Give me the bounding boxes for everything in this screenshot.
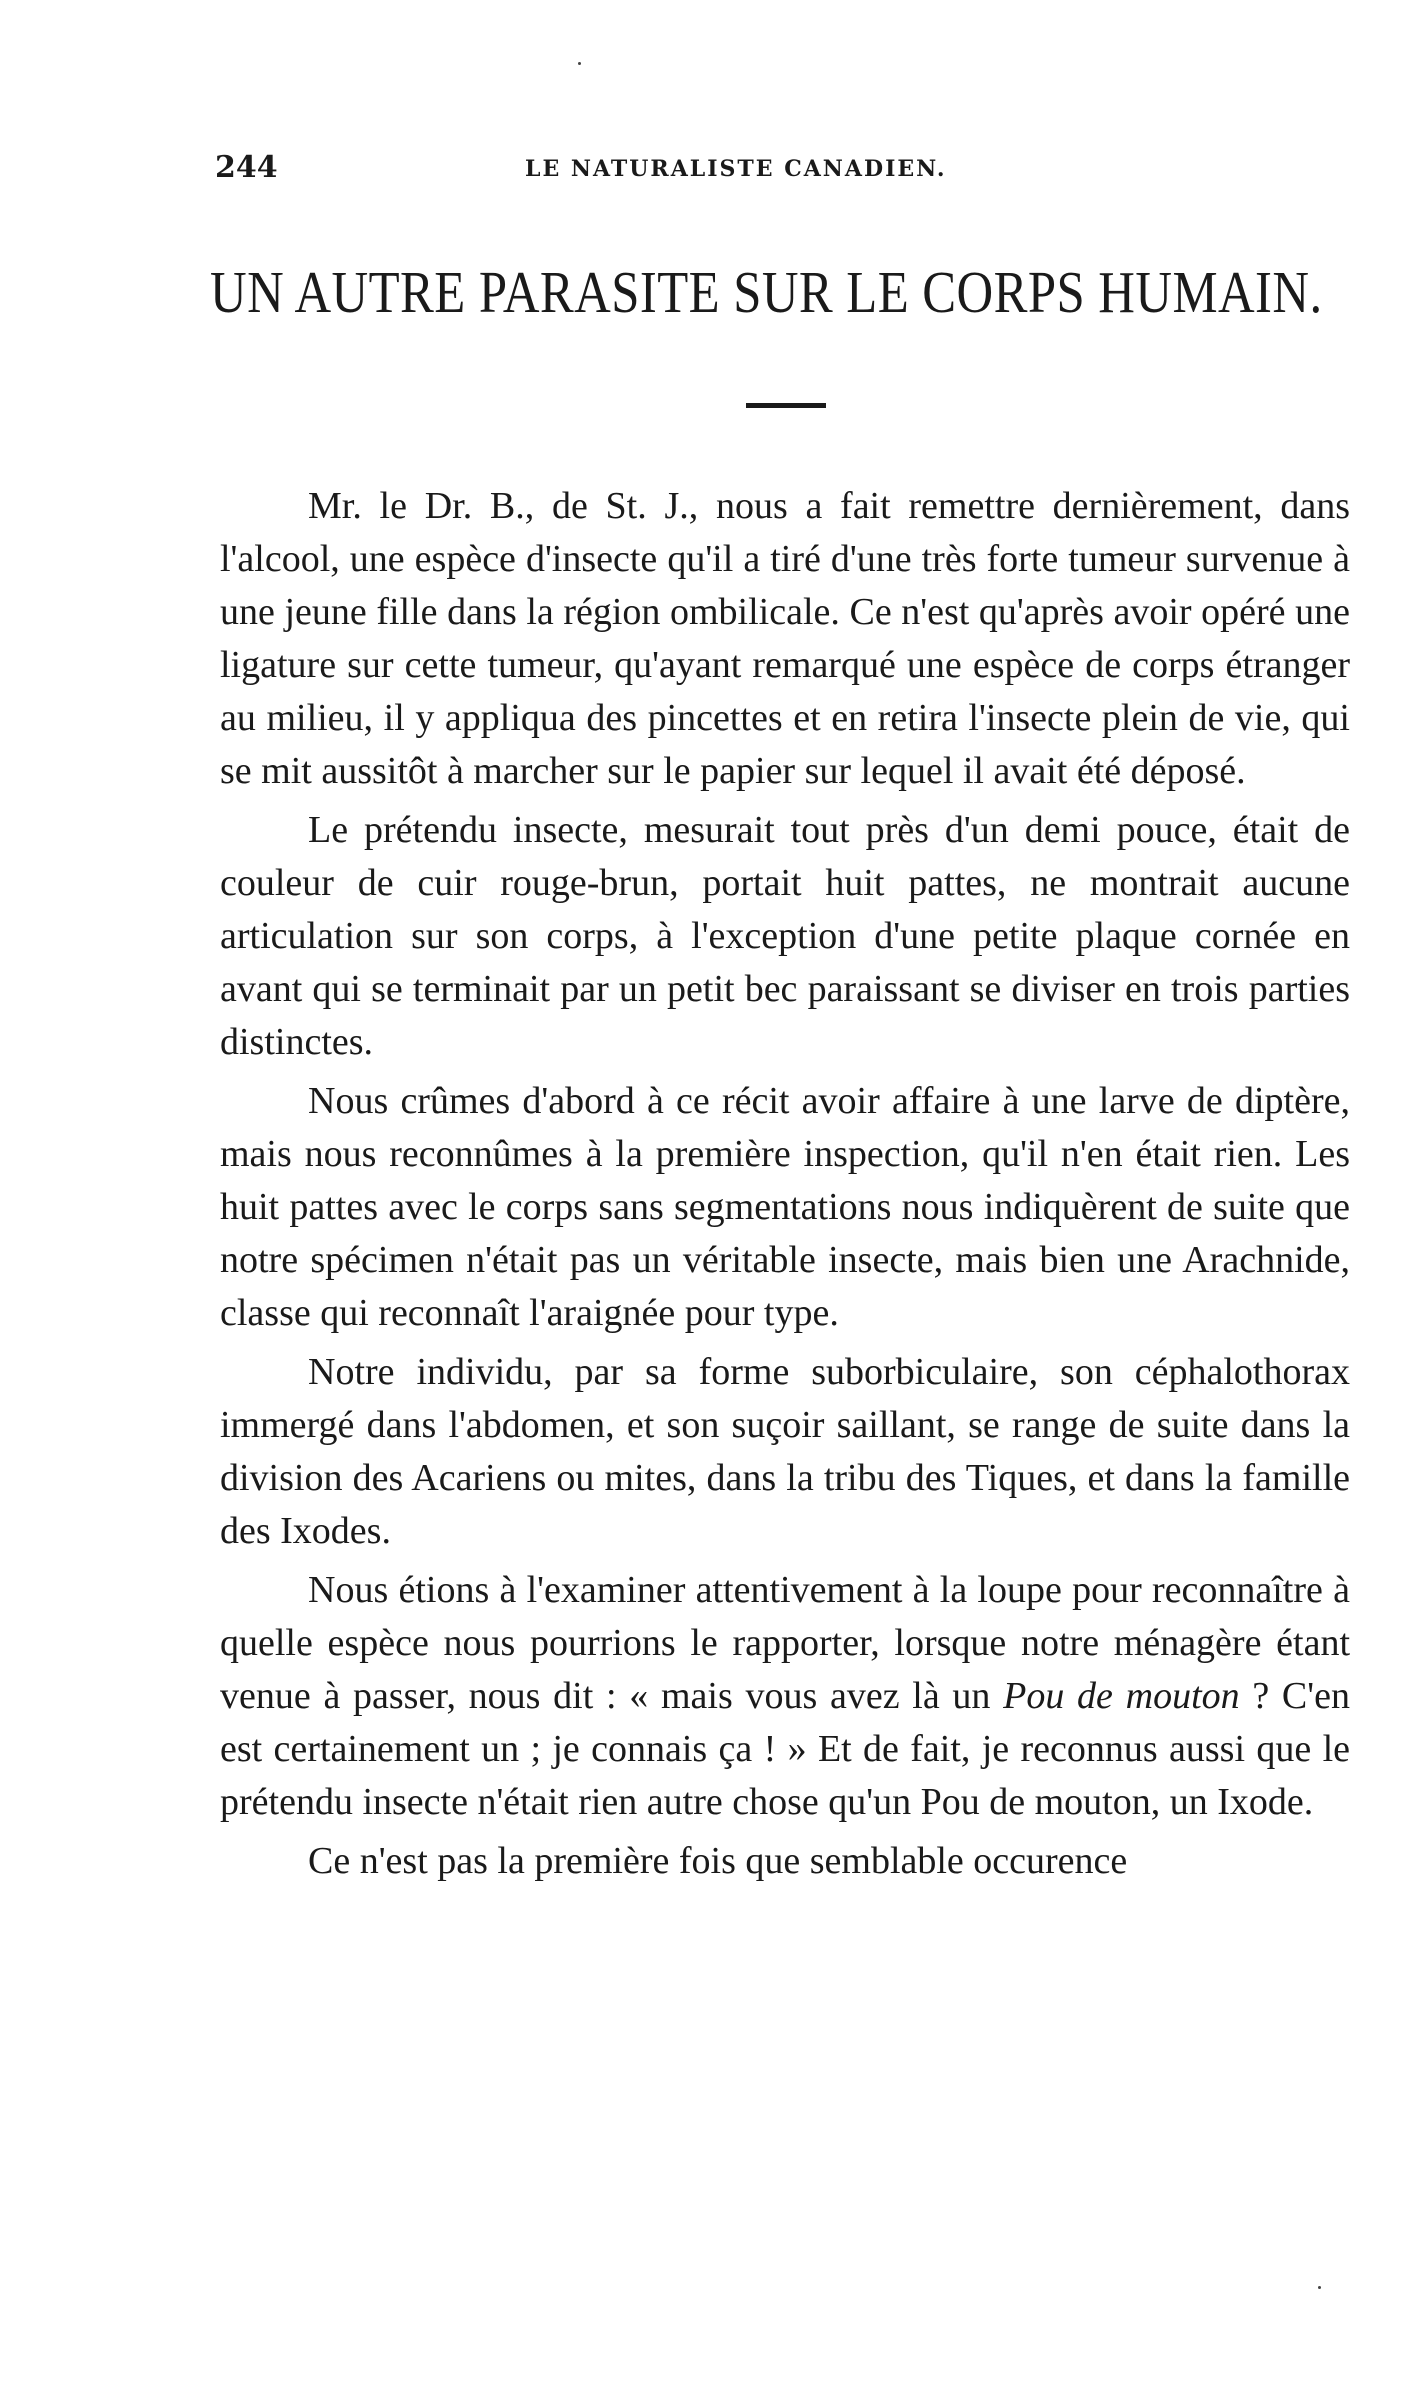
article-body	[220, 480, 1350, 1894]
paragraph-5	[220, 1564, 1350, 1829]
paragraph-5-text-after: ? C'en est certainement un ; je connais ça ! » Et de fait, je reconnus aussi que le prétendu insecte n'était rien autre chose qu'un Pou de mouton, un Ixode.	[220, 1675, 1350, 1823]
paragraph-5-emphasis: Pou de mouton	[1003, 1675, 1240, 1717]
page-number: 244	[215, 150, 278, 185]
paragraph-1: Mr. le Dr. B., de St. J., nous a fait remettre dernièrement, dans l'alcool, une espèce d'insecte qu'il a tiré d'une très forte tumeur survenue à une jeune fille dans la région ombilicale. Ce n'est qu'après avoir opéré une ligature sur cette tumeur, qu'ayant remarqué une espèce de corps étranger au milieu, il y appliqua des pincettes et en retira l'insecte plein de vie, qui se mit aussitôt à marcher sur le papier sur lequel il avait été déposé.	[220, 485, 1350, 792]
paper-speck	[578, 62, 581, 65]
paragraph-4: Notre individu, par sa forme suborbiculaire, son céphalothorax immergé dans l'abdomen, et son suçoir saillant, se range de suite dans la division des Acariens ou mites, dans la tribu des Tiques, et dans la famille des Ixodes.	[220, 1351, 1350, 1552]
paragraph-5-text-before: Nous étions à l'examiner attentivement à la loupe pour reconnaître à quelle espèce nous pourrions le rapporter, lorsque notre ménagère étant venue à passer, nous dit : « mais vous avez là un	[220, 1569, 1350, 1717]
paragraph-6: Ce n'est pas la première fois que semblable occurence	[308, 1840, 1128, 1882]
paragraph-3: Nous crûmes d'abord à ce récit avoir affaire à une larve de diptère, mais nous reconnûmes à la première inspection, qu'il n'en était rien. Les huit pattes avec le corps sans segmentations nous indiquèrent de suite que notre spécimen n'était pas un véritable insecte, mais bien une Arachnide, classe qui reconnaît l'araignée pour type.	[220, 1080, 1350, 1334]
title-divider	[746, 403, 826, 408]
paragraph-2: Le prétendu insecte, mesurait tout près d'un demi pouce, était de couleur de cuir rouge-brun, portait huit pattes, ne montrait aucune articulation sur son corps, à l'exception d'une petite plaque cornée en avant qui se terminait par un petit bec paraissant se diviser en trois parties distinctes.	[220, 809, 1350, 1063]
paper-speck	[1318, 2286, 1321, 2289]
article-title: UN AUTRE PARASITE SUR LE CORPS HUMAIN.	[210, 259, 1323, 325]
page-header	[215, 150, 1235, 194]
running-head: LE NATURALISTE CANADIEN.	[525, 156, 947, 182]
